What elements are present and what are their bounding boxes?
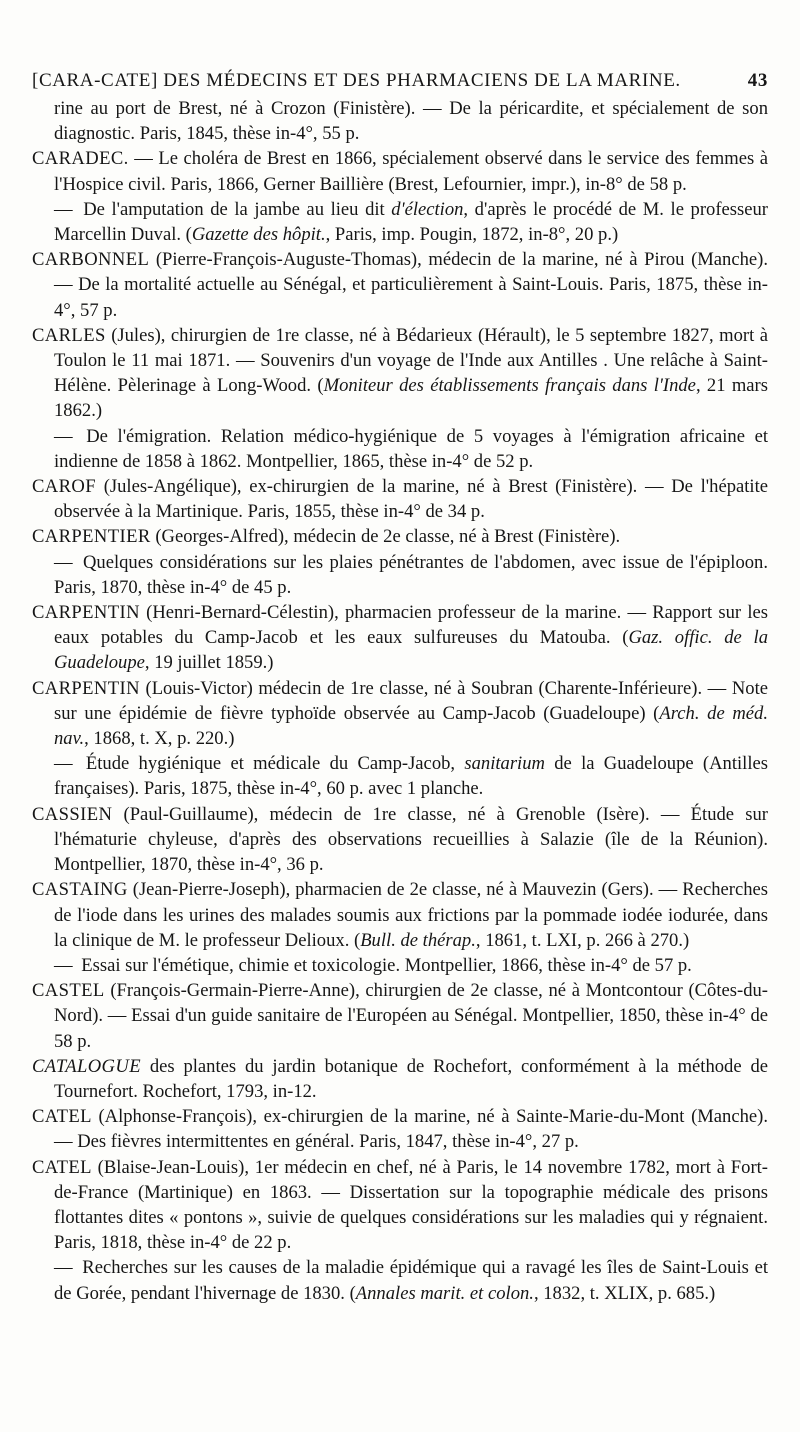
continuation-text: rine au port de Brest, né à Crozon (Finistère). — De la péricardite, et spécialement de son diagnostic. Paris, 1845, thèse in-4°, 55 p. xyxy=(54,98,768,145)
entry-italic: d'élection xyxy=(391,198,464,220)
entry-text: , 1861, t. LXI, p. 266 à 270.) xyxy=(475,929,690,951)
entry-journal: Bull. de thérap. xyxy=(360,929,476,951)
entry-dash: — xyxy=(54,753,73,775)
entry-dash: — xyxy=(54,954,73,976)
entry-journal: Annales marit. et colon. xyxy=(355,1282,534,1304)
entry-text: (Alphonse-François), ex-chirurgien de la marine, né à Sainte-Marie-du-Mont (Manche). — Des fièvres intermittentes en général. Paris, 1847, thèse in-4°, 27 p. xyxy=(54,1106,768,1153)
bracket-open: [ xyxy=(32,70,39,91)
entry-italic: sanitarium xyxy=(464,753,545,775)
entry-text: , Paris, imp. Pougin, 1872, in-8°, 20 p.) xyxy=(325,224,619,246)
entry-text: (Jules), chirurgien de 1re classe, né à Bédarieux (Hérault), le 5 septembre 1827, mort à Toulon le 11 mai 1871. — Souvenirs d'un voyage de l'Inde aux Antilles . Une relâche à Saint-Hélène. Pèlerinage à Long-Wood. ( xyxy=(54,324,768,397)
entry-name: CARPENTIN xyxy=(32,677,140,699)
bracket-close: ] xyxy=(150,70,158,91)
entry-catel-blaise xyxy=(32,1155,768,1256)
entry-carpentin-henri xyxy=(32,600,768,676)
entry-name: CARPENTIER xyxy=(32,526,151,548)
entry-catalogue xyxy=(32,1054,768,1104)
entry-name: CASTAING xyxy=(32,879,128,901)
entry-dash: — xyxy=(54,425,73,447)
entry-carbonnel xyxy=(32,247,768,323)
entry-caradec-sub xyxy=(32,197,768,247)
entry-text: (François-Germain-Pierre-Anne), chirurgien de 2e classe, né à Montcontour (Côtes-du-Nord). — Essai d'un guide sanitaire de l'Européen au Sénégal. Montpellier, 1850, thèse in-4° de 58 p. xyxy=(54,980,768,1052)
entry-journal: Moniteur des établissements français dans l'Inde xyxy=(323,375,696,397)
page-number: 43 xyxy=(747,70,768,91)
entry-text: De l'émigration. Relation médico-hygiénique de 5 voyages à l'émigration africaine et indienne de 1858 à 1862. Montpellier, 1865, thèse in-4° de 52 p. xyxy=(54,425,768,472)
entry-name: CARBONNEL xyxy=(32,249,150,271)
entry-journal: Arch. de méd. nav. xyxy=(54,702,768,750)
entry-dash: — xyxy=(54,198,73,220)
entry-text: (Louis-Victor) médecin de 1re classe, né à Soubran (Charente-Inférieure). — Note sur une épidémie de fièvre typhoïde observée au Camp-Jacob (Guadeloupe) ( xyxy=(54,677,768,724)
entry-carpentin-louis xyxy=(32,676,768,752)
entry-dash: — xyxy=(54,551,73,573)
entry-text: (Pierre-François-Auguste-Thomas), médecin de la marine, né à Pirou (Manche). — De la mortalité actuelle au Sénégal, et particulièrement à Saint-Louis. Paris, 1875, thèse in-4°, 57 p. xyxy=(54,249,768,321)
entry-castel xyxy=(32,978,768,1054)
entry-text: (Jules-Angélique), ex-chirurgien de la marine, né à Brest (Finistère). — De l'hépatite observée à la Martinique. Paris, 1855, thèse in-4° de 34 p. xyxy=(54,476,768,523)
entry-text: Quelques considérations sur les plaies pénétrantes de l'abdomen, avec issue de l'épiploon. Paris, 1870, thèse in-4° de 45 p. xyxy=(54,551,768,598)
entry-name: CATEL xyxy=(32,1106,92,1128)
entry-text: , 1832, t. XLIX, p. 685.) xyxy=(533,1282,716,1304)
entry-text: , d'après le procédé de M. le professeur Marcellin Duval. ( xyxy=(54,198,768,246)
entry-castaing-sub xyxy=(32,953,768,978)
entry-caradec xyxy=(32,146,768,196)
entry-catel-alphonse xyxy=(32,1104,768,1154)
entry-carles xyxy=(32,323,768,424)
entry-text: Étude hygiénique et médicale du Camp-Jacob, xyxy=(76,753,465,775)
entry-dash: — xyxy=(54,1257,73,1279)
entry-castaing xyxy=(32,877,768,953)
entry-text: (Georges-Alfred), médecin de 2e classe, né à Brest (Finistère). xyxy=(150,526,621,548)
entry-name: CATEL xyxy=(32,1156,92,1178)
entry-journal: Gazette des hôpit. xyxy=(191,224,326,246)
entry-name: CATALOGUE xyxy=(32,1055,141,1077)
entry-journal: Gaz. offic. de la Guadeloupe xyxy=(54,627,768,674)
entry-text: (Blaise-Jean-Louis), 1er médecin en chef, né à Paris, le 14 novembre 1782, mort à Fort-de-France (Martinique) en 1863. — Dissertation sur la topographie médicale des prisons flottantes dites « pontons », suivie de quelques considérations sur les maladies qui y régnaient. Paris, 1818, thèse in-4° de 22 p. xyxy=(54,1156,768,1254)
entry-name: CARPENTIN xyxy=(32,602,140,624)
entry-name: CARLES xyxy=(32,324,106,346)
entry-carof xyxy=(32,474,768,524)
entry-text: Recherches sur les causes de la maladie épidémique qui a ravagé les îles de Saint-Louis et de Gorée, pendant l'hivernage de 1830. ( xyxy=(54,1257,768,1304)
entry-text: de la Guadeloupe (Antilles françaises). Paris, 1875, thèse in-4°, 60 p. avec 1 planche. xyxy=(54,753,769,800)
entry-carpentin-louis-sub xyxy=(32,751,768,801)
entry-catel-blaise-sub xyxy=(32,1255,768,1305)
running-head xyxy=(32,70,768,92)
running-title xyxy=(32,70,681,92)
entry-carpentier xyxy=(32,524,768,549)
entry-text: des plantes du jardin botanique de Rochefort, conformément à la méthode de Tournefort. Rochefort, 1793, in-12. xyxy=(54,1055,768,1102)
entry-text: , 19 juillet 1859.) xyxy=(144,652,274,674)
entry-text: (Paul-Guillaume), médecin de 1re classe, né à Grenoble (Isère). — Étude sur l'hématurie chyleuse, d'après des observations recueillies à Salazie (île de la Réunion). Montpellier, 1870, thèse in-4°, 36 p. xyxy=(54,803,768,876)
entries-body xyxy=(32,96,768,1306)
entry-name: CARADEC. xyxy=(32,148,129,170)
entry-text: (Jean-Pierre-Joseph), pharmacien de 2e classe, né à Mauvezin (Gers). — Recherches de l'iode dans les urines des malades soumis aux frictions par la pommade iodée iodurée, dans la clinique de M. le professeur Delioux. ( xyxy=(54,879,768,951)
entry-text: , 21 mars 1862.) xyxy=(54,375,768,422)
running-range: CARA-CATE xyxy=(38,70,151,91)
entry-name: CASTEL xyxy=(32,980,105,1002)
entry-carles-sub xyxy=(32,424,768,474)
continuation-paragraph xyxy=(32,96,768,146)
entry-text: De l'amputation de la jambe au lieu dit xyxy=(76,198,392,220)
entry-text: (Henri-Bernard-Célestin), pharmacien professeur de la marine. — Rapport sur les eaux potables du Camp-Jacob et les eaux sulfureuses du Matouba. ( xyxy=(54,602,768,649)
entry-text: Essai sur l'émétique, chimie et toxicologie. Montpellier, 1866, thèse in-4° de 57 p. xyxy=(76,954,692,976)
entry-text: , 1868, t. X, p. 220.) xyxy=(84,728,235,750)
entry-name: CASSIEN xyxy=(32,803,113,825)
running-title-text: DES MÉDECINS ET DES PHARMACIENS DE LA MARINE. xyxy=(157,70,681,91)
entry-text: — Le choléra de Brest en 1866, spécialement observé dans le service des femmes à l'Hospice civil. Paris, 1866, Gerner Baillière (Brest, Lefournier, impr.), in-8° de 58 p. xyxy=(54,148,768,195)
entry-carpentier-sub xyxy=(32,550,768,600)
entry-cassien xyxy=(32,802,768,878)
entry-name: CAROF xyxy=(32,476,97,498)
